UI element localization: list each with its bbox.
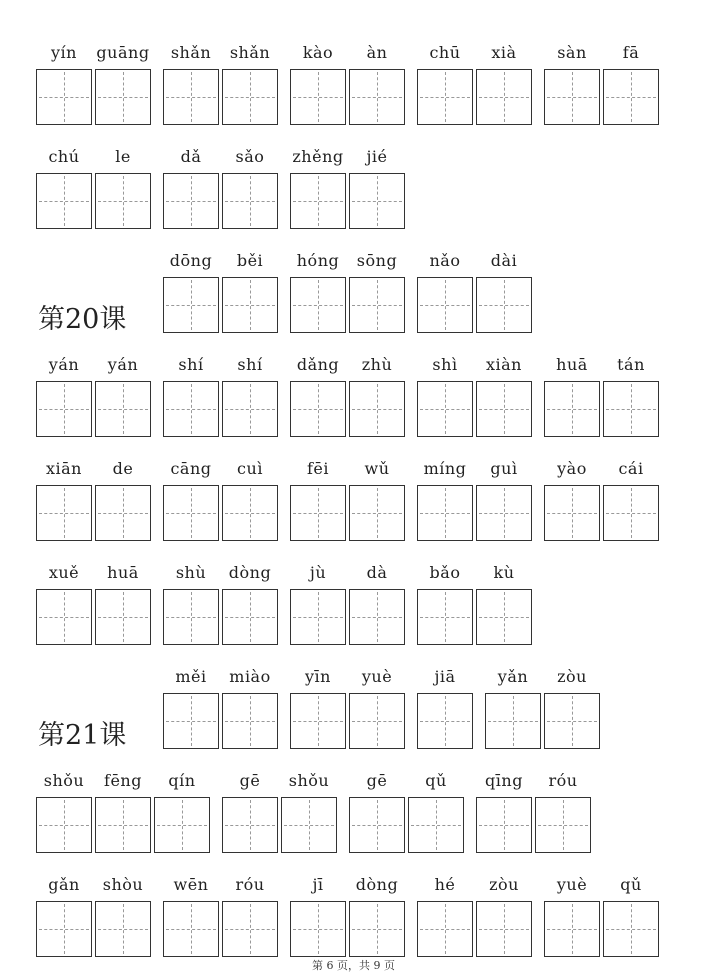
pinyin-label: cāng: [170, 459, 212, 478]
pinyin-label: róu: [235, 875, 265, 894]
writing-box[interactable]: [36, 485, 92, 541]
lesson-title: 第21课: [38, 720, 127, 751]
writing-box[interactable]: [476, 901, 532, 957]
pinyin-label: gǎn: [48, 875, 80, 894]
practice-row: [0, 771, 707, 861]
writing-box[interactable]: [290, 485, 346, 541]
pinyin-label: gē: [239, 771, 261, 790]
word-group: [36, 355, 154, 445]
writing-box[interactable]: [163, 589, 219, 645]
writing-box[interactable]: [476, 277, 532, 333]
word-group: [290, 667, 408, 757]
pinyin-label: xiàn: [486, 355, 522, 374]
word-group: [544, 459, 662, 549]
word-group: [417, 563, 535, 653]
writing-box[interactable]: [603, 485, 659, 541]
pinyin-label: bǎo: [429, 563, 461, 582]
pinyin-label: běi: [236, 251, 264, 270]
pinyin-label: shù: [175, 563, 207, 582]
word-group: [290, 43, 408, 133]
word-group: [349, 771, 467, 861]
pinyin-label: qǔ: [425, 771, 447, 790]
word-group: [36, 459, 154, 549]
writing-box[interactable]: [535, 797, 591, 853]
writing-box[interactable]: [36, 173, 92, 229]
writing-box[interactable]: [476, 589, 532, 645]
word-group: [544, 43, 662, 133]
writing-box[interactable]: [222, 69, 278, 125]
word-group: [290, 563, 408, 653]
pinyin-label: dà: [366, 563, 388, 582]
writing-box[interactable]: [281, 797, 337, 853]
pinyin-label: wēn: [173, 875, 209, 894]
pinyin-label: jù: [309, 563, 327, 582]
writing-box[interactable]: [154, 797, 210, 853]
practice-row: [0, 43, 707, 133]
writing-box[interactable]: [417, 901, 473, 957]
writing-box[interactable]: [485, 693, 541, 749]
word-group: [290, 251, 408, 341]
pinyin-label: zòu: [489, 875, 519, 894]
word-group: [163, 147, 281, 237]
pinyin-label: xuě: [48, 563, 80, 582]
writing-box[interactable]: [417, 485, 473, 541]
word-group: [163, 563, 281, 653]
writing-box[interactable]: [408, 797, 464, 853]
writing-box[interactable]: [417, 277, 473, 333]
pinyin-label: qín: [168, 771, 196, 790]
writing-box[interactable]: [222, 173, 278, 229]
word-group: [36, 771, 213, 861]
writing-box[interactable]: [544, 69, 600, 125]
writing-box[interactable]: [290, 381, 346, 437]
pinyin-label: zòu: [557, 667, 587, 686]
writing-box[interactable]: [417, 381, 473, 437]
word-group: [163, 875, 281, 965]
pinyin-label: shǎn: [229, 43, 271, 62]
writing-box[interactable]: [476, 797, 532, 853]
writing-box[interactable]: [476, 69, 532, 125]
writing-box[interactable]: [222, 901, 278, 957]
pinyin-label: yǎn: [497, 667, 529, 686]
practice-row: [0, 563, 707, 653]
writing-box[interactable]: [417, 589, 473, 645]
pinyin-label: zhù: [361, 355, 393, 374]
pinyin-label: huā: [556, 355, 588, 374]
pinyin-label: wǔ: [364, 459, 390, 478]
writing-box[interactable]: [95, 381, 151, 437]
pinyin-label: kù: [493, 563, 515, 582]
writing-box[interactable]: [163, 173, 219, 229]
writing-box[interactable]: [349, 797, 405, 853]
writing-box[interactable]: [222, 381, 278, 437]
pinyin-label: shí: [178, 355, 204, 374]
word-group: [544, 355, 662, 445]
pinyin-label: qīng: [485, 771, 523, 790]
pinyin-label: àn: [366, 43, 388, 62]
word-group: [476, 771, 594, 861]
pinyin-label: qǔ: [620, 875, 642, 894]
practice-row: [0, 251, 707, 341]
writing-box[interactable]: [36, 381, 92, 437]
pinyin-label: shǎn: [170, 43, 212, 62]
writing-box[interactable]: [222, 485, 278, 541]
writing-box[interactable]: [349, 693, 405, 749]
pinyin-label: shǒu: [43, 771, 85, 790]
writing-box[interactable]: [290, 277, 346, 333]
pinyin-label: fēi: [306, 459, 329, 478]
writing-box[interactable]: [222, 797, 278, 853]
page-footer: 第 6 页，共 9 页: [312, 959, 395, 972]
pinyin-label: sōng: [356, 251, 398, 270]
writing-box[interactable]: [349, 589, 405, 645]
pinyin-label: huā: [107, 563, 139, 582]
pinyin-label: dài: [490, 251, 518, 270]
writing-box[interactable]: [417, 693, 473, 749]
pinyin-label: dǎng: [296, 355, 340, 374]
writing-box[interactable]: [163, 277, 219, 333]
pinyin-label: jiā: [434, 667, 456, 686]
writing-box[interactable]: [222, 693, 278, 749]
word-group: [36, 563, 154, 653]
writing-box[interactable]: [603, 901, 659, 957]
writing-box[interactable]: [290, 693, 346, 749]
word-group: [36, 875, 154, 965]
pinyin-label: jié: [366, 147, 388, 166]
pinyin-label: guāng: [96, 43, 150, 62]
writing-box[interactable]: [163, 485, 219, 541]
writing-box[interactable]: [603, 381, 659, 437]
writing-box[interactable]: [290, 901, 346, 957]
writing-box[interactable]: [349, 901, 405, 957]
pinyin-label: sàn: [557, 43, 587, 62]
writing-box[interactable]: [95, 901, 151, 957]
word-group: [163, 355, 281, 445]
pinyin-label: nǎo: [429, 251, 461, 270]
writing-box[interactable]: [290, 589, 346, 645]
practice-row: [0, 667, 707, 757]
word-group: [290, 147, 408, 237]
writing-box[interactable]: [95, 69, 151, 125]
pinyin-label: dòng: [228, 563, 272, 582]
word-group: [290, 875, 408, 965]
pinyin-label: cuì: [237, 459, 263, 478]
writing-box[interactable]: [36, 901, 92, 957]
writing-box[interactable]: [417, 69, 473, 125]
word-group: [417, 251, 535, 341]
writing-box[interactable]: [95, 589, 151, 645]
pinyin-label: dōng: [169, 251, 213, 270]
pinyin-label: yán: [48, 355, 80, 374]
writing-box[interactable]: [222, 277, 278, 333]
writing-box[interactable]: [290, 173, 346, 229]
pinyin-label: yuè: [556, 875, 588, 894]
writing-box[interactable]: [95, 485, 151, 541]
pinyin-label: tán: [617, 355, 645, 374]
word-group: [163, 43, 281, 133]
pinyin-label: shǒu: [288, 771, 330, 790]
practice-row: [0, 355, 707, 445]
word-group: [163, 667, 281, 757]
word-group: [417, 459, 535, 549]
word-group: [290, 459, 408, 549]
writing-box[interactable]: [544, 381, 600, 437]
writing-box[interactable]: [290, 69, 346, 125]
word-group: [417, 667, 476, 757]
writing-box[interactable]: [476, 381, 532, 437]
writing-box[interactable]: [476, 485, 532, 541]
pinyin-label: fēng: [104, 771, 142, 790]
pinyin-label: gē: [366, 771, 388, 790]
pinyin-label: yín: [51, 43, 77, 62]
pinyin-label: miào: [229, 667, 271, 686]
pinyin-label: xià: [491, 43, 517, 62]
pinyin-label: dòng: [355, 875, 399, 894]
writing-box[interactable]: [36, 589, 92, 645]
word-group: [36, 43, 154, 133]
writing-box[interactable]: [163, 69, 219, 125]
pinyin-label: yào: [557, 459, 587, 478]
writing-box[interactable]: [544, 901, 600, 957]
word-group: [417, 43, 535, 133]
pinyin-label: fā: [622, 43, 640, 62]
pinyin-label: cái: [618, 459, 644, 478]
writing-box[interactable]: [349, 173, 405, 229]
writing-box[interactable]: [36, 69, 92, 125]
pinyin-label: róu: [548, 771, 578, 790]
pinyin-label: yán: [107, 355, 139, 374]
pinyin-label: dǎ: [180, 147, 202, 166]
word-group: [163, 459, 281, 549]
practice-row: [0, 875, 707, 965]
pinyin-label: měi: [175, 667, 207, 686]
pinyin-label: jī: [312, 875, 324, 894]
lesson-title: 第20课: [38, 304, 127, 335]
pinyin-label: kào: [302, 43, 334, 62]
pinyin-label: xiān: [46, 459, 82, 478]
word-group: [417, 355, 535, 445]
word-group: [544, 875, 662, 965]
pinyin-label: hé: [434, 875, 456, 894]
pinyin-label: shòu: [102, 875, 144, 894]
writing-box[interactable]: [349, 277, 405, 333]
pinyin-label: míng: [423, 459, 467, 478]
writing-box[interactable]: [95, 173, 151, 229]
writing-box[interactable]: [349, 381, 405, 437]
practice-row: [0, 459, 707, 549]
pinyin-label: shì: [432, 355, 458, 374]
word-group: [163, 251, 281, 341]
word-group: [417, 875, 535, 965]
pinyin-label: le: [115, 147, 131, 166]
pinyin-label: guì: [490, 459, 518, 478]
writing-box[interactable]: [163, 693, 219, 749]
writing-box[interactable]: [349, 485, 405, 541]
writing-box[interactable]: [95, 797, 151, 853]
pinyin-label: chú: [48, 147, 80, 166]
pinyin-label: yuè: [361, 667, 393, 686]
writing-box[interactable]: [36, 797, 92, 853]
pinyin-label: de: [112, 459, 134, 478]
pinyin-label: zhěng: [292, 147, 344, 166]
pinyin-label: sǎo: [235, 147, 265, 166]
writing-box[interactable]: [163, 381, 219, 437]
writing-box[interactable]: [349, 69, 405, 125]
writing-box[interactable]: [544, 693, 600, 749]
word-group: [290, 355, 408, 445]
practice-row: [0, 147, 707, 237]
writing-box[interactable]: [603, 69, 659, 125]
pinyin-label: chū: [429, 43, 461, 62]
pinyin-label: shí: [237, 355, 263, 374]
word-group: [222, 771, 340, 861]
writing-box[interactable]: [163, 901, 219, 957]
writing-box[interactable]: [222, 589, 278, 645]
word-group: [485, 667, 603, 757]
word-group: [36, 147, 154, 237]
writing-box[interactable]: [544, 485, 600, 541]
pinyin-label: hóng: [296, 251, 340, 270]
pinyin-label: yīn: [305, 667, 331, 686]
